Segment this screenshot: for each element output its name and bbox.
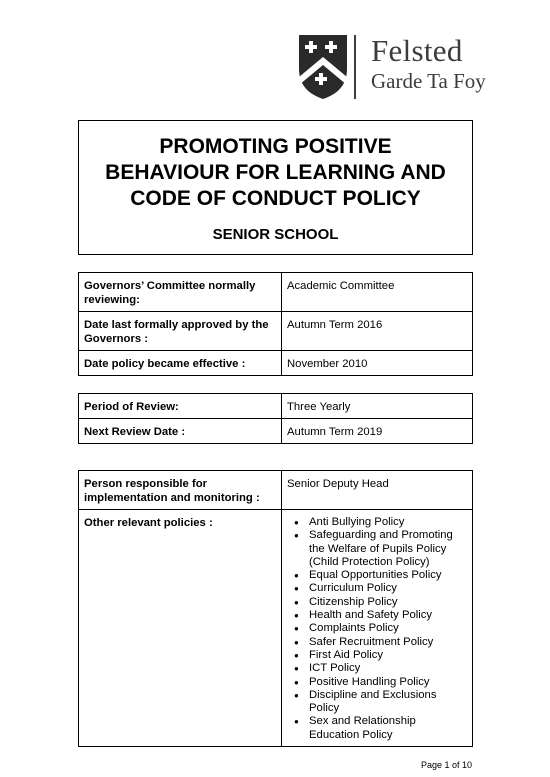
policies-cell (282, 510, 473, 747)
table-row (79, 510, 473, 747)
school-name: Felsted (371, 33, 463, 68)
list-item: ● Citizenship Policy (309, 596, 467, 609)
table-row (79, 394, 473, 419)
list-item: ● Safeguarding and Promoting the Welfare of Pupils Policy (Child Protection Policy) (309, 529, 467, 569)
approval-table (78, 272, 473, 376)
list-item: ● Anti Bullying Policy (309, 516, 467, 529)
table-row (79, 419, 473, 444)
list-item: ● Equal Opportunities Policy (309, 569, 467, 582)
list-item: ● Curriculum Policy (309, 582, 467, 595)
list-item: ● Sex and Relationship Education Policy (309, 715, 467, 742)
document-title (79, 134, 472, 212)
title-line: PROMOTING POSITIVE (159, 135, 392, 158)
list-item: ● Health and Safety Policy (309, 609, 467, 622)
school-logo (297, 33, 527, 113)
row-label: Next Review Date : (79, 419, 282, 444)
table-row (79, 471, 473, 510)
title-line: BEHAVIOUR FOR LEARNING AND (105, 161, 446, 184)
row-label: Person responsible for implementation and monitoring : (79, 471, 282, 510)
school-motto: Garde Ta Foy (371, 69, 486, 93)
row-label: Date policy became effective : (79, 351, 282, 376)
title-box (78, 120, 473, 255)
row-value: Senior Deputy Head (282, 471, 473, 510)
row-value: Three Yearly (282, 394, 473, 419)
list-item: ● First Aid Policy (309, 649, 467, 662)
document-subtitle: SENIOR SCHOOL (212, 226, 339, 243)
list-item: ● Positive Handling Policy (309, 676, 467, 689)
list-item: ● Complaints Policy (309, 622, 467, 635)
policy-list (287, 516, 467, 742)
title-line: CODE OF CONDUCT POLICY (130, 187, 421, 210)
table-row (79, 351, 473, 376)
row-value: Autumn Term 2016 (282, 312, 473, 351)
review-table (78, 393, 473, 444)
table-row (79, 273, 473, 312)
list-item: ● ICT Policy (309, 662, 467, 675)
page-number: Page 1 of 10 (420, 760, 472, 770)
list-item: ● Discipline and Exclusions Policy (309, 689, 467, 716)
row-label: Governors’ Committee normally reviewing: (79, 273, 282, 312)
list-item: ● Safer Recruitment Policy (309, 636, 467, 649)
row-label: Other relevant policies : (79, 510, 282, 747)
table-row (79, 312, 473, 351)
row-label: Period of Review: (79, 394, 282, 419)
shield-crest-icon (297, 33, 361, 101)
row-value: Academic Committee (282, 273, 473, 312)
row-label: Date last formally approved by the Governors : (79, 312, 282, 351)
row-value: Autumn Term 2019 (282, 419, 473, 444)
responsibility-table (78, 470, 473, 747)
row-value: November 2010 (282, 351, 473, 376)
